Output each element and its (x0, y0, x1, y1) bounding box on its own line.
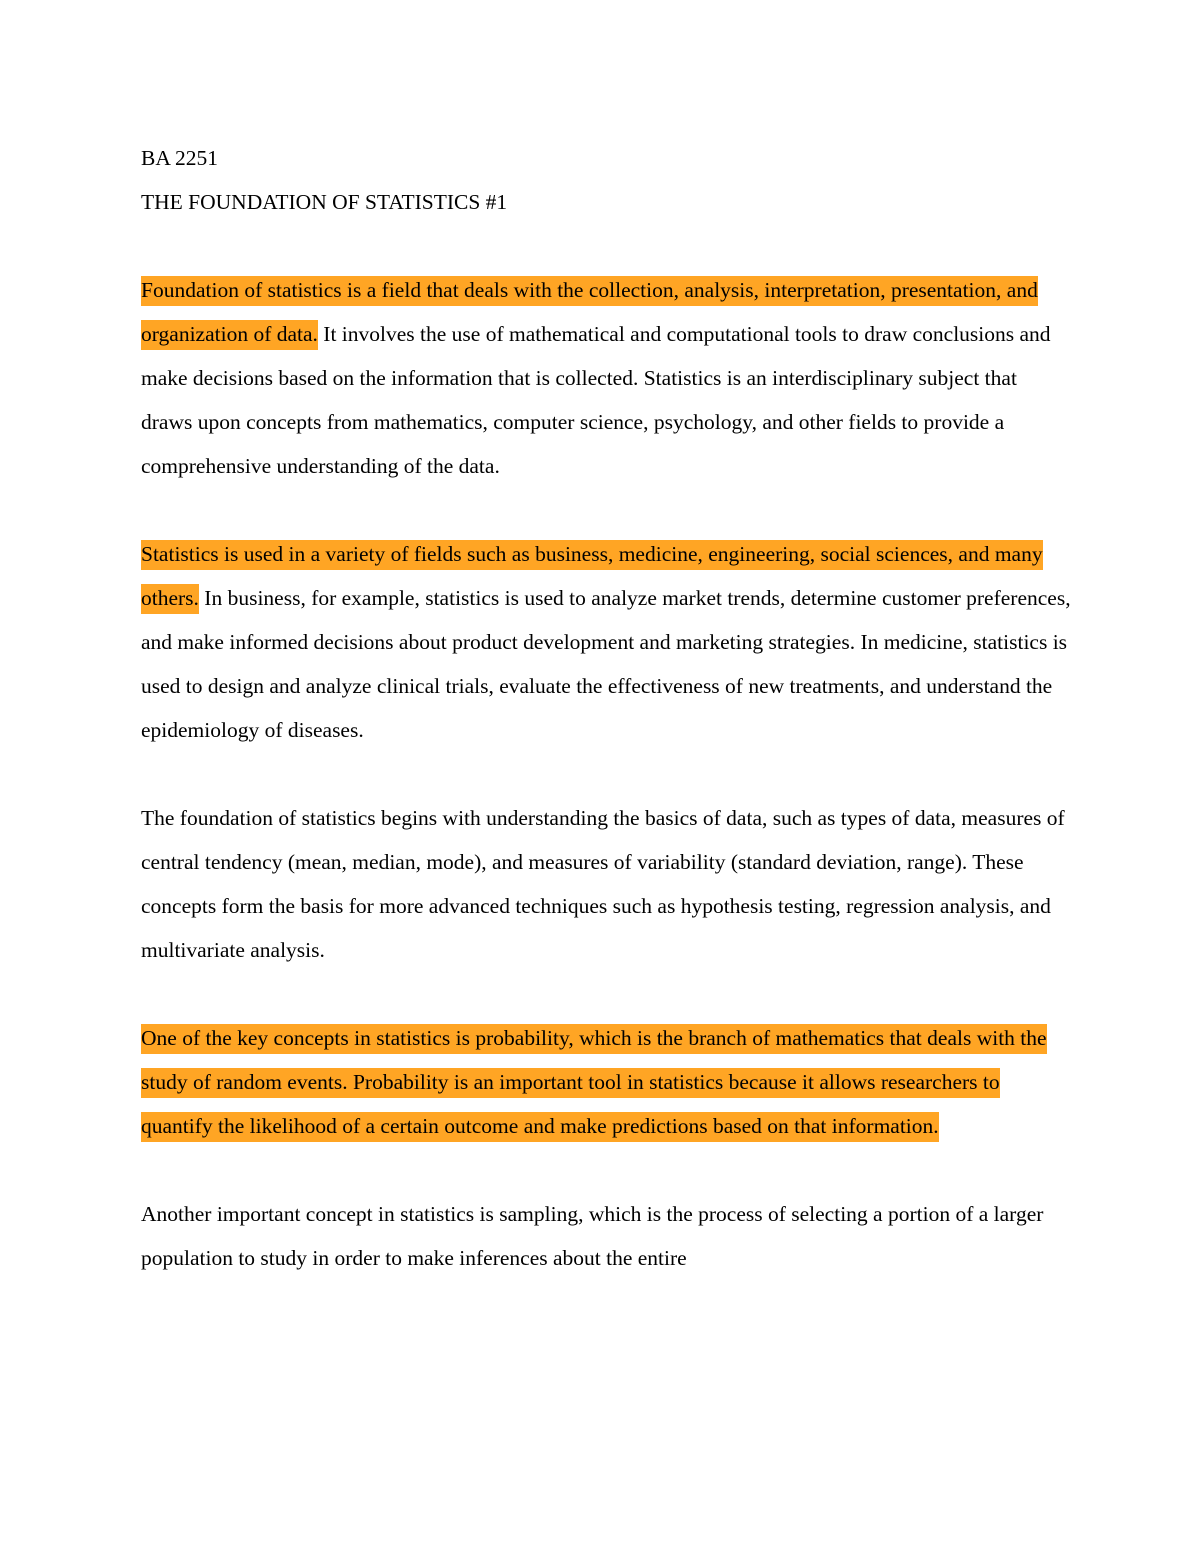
highlighted-text: One of the key concepts in statistics is probability, which is the branch of mathematics that deals with the study of random events. Probability is an important tool in statistics because it allows researchers to quantify the likelihood of a certain outcome and make predictions based on that information. (141, 1024, 1047, 1142)
highlighted-text: Foundation of statistics is a field that deals with the collection, analysis, interpretation, presentation, and organization of data. (141, 276, 1038, 350)
paragraph-5 (141, 1192, 1071, 1280)
paragraph-4 (141, 1016, 1071, 1148)
body-text: It involves the use of mathematical and computational tools to draw conclusions and make decisions based on the information that is collected. Statistics is an interdisciplinary subject that draws upon concepts from mathematics, computer science, psychology, and other fields to provide a comprehensive understanding of the data. (141, 322, 1051, 478)
paragraph-2 (141, 532, 1071, 752)
body-text: Another important concept in statistics is sampling, which is the process of selecting a portion of a larger population to study in order to make inferences about the entire (141, 1202, 1044, 1270)
spacer (141, 224, 1071, 268)
document-title: THE FOUNDATION OF STATISTICS #1 (141, 190, 508, 214)
body-text: The foundation of statistics begins with understanding the basics of data, such as types of data, measures of central tendency (mean, median, mode), and measures of variability (standard deviation, range). These concepts form the basis for more advanced techniques such as hypothesis testing, regression analysis, and multivariate analysis. (141, 806, 1065, 962)
document-body (141, 136, 1071, 1324)
paragraph-3 (141, 796, 1071, 972)
highlighted-text: Statistics is used in a variety of fields such as business, medicine, engineering, social sciences, and many others. (141, 540, 1043, 614)
course-code: BA 2251 (141, 146, 219, 170)
paragraph-1 (141, 268, 1071, 488)
body-text: In business, for example, statistics is used to analyze market trends, determine customer preferences, and make informed decisions about product development and marketing strategies. In medicine, statistics is used to design and analyze clinical trials, evaluate the effectiveness of new treatments, and understand the epidemiology of diseases. (141, 586, 1071, 742)
